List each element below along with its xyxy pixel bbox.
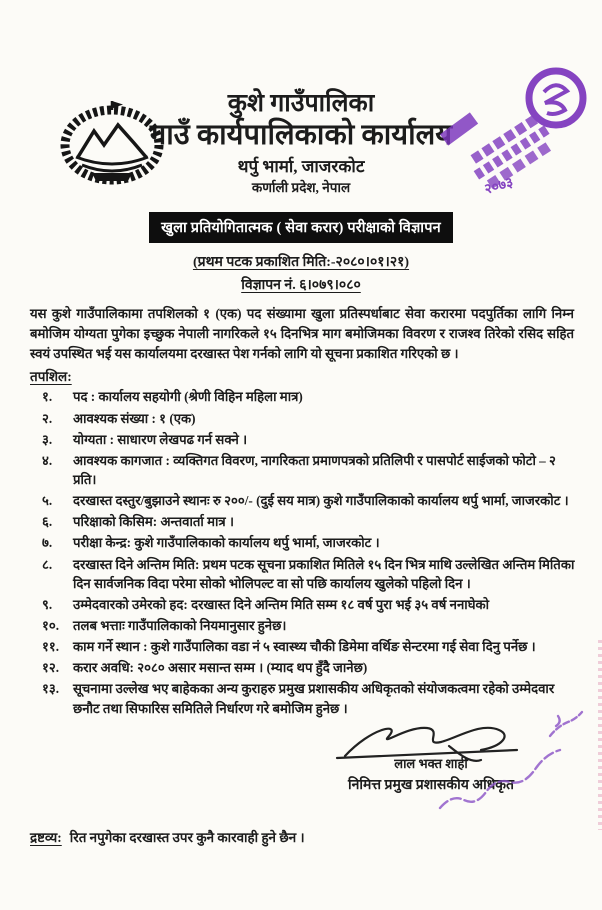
- details-label: तपशिल:: [30, 369, 72, 385]
- letterhead: [0, 0, 602, 196]
- list-item: ४. आवश्यक कागजात : व्यक्तिगत विवरण, नागरिकता प्रमाणपत्रको प्रतिलिपी र पासपोर्ट साईजको फोटो – २ प्रति।: [42, 452, 556, 488]
- footnote: [30, 828, 572, 846]
- list-item: २. आवश्यक संख्या : १ (एक): [42, 410, 196, 426]
- notice-title-banner: [149, 212, 453, 243]
- list-item: १३. सूचनामा उल्लेख भए बाहेकका अन्य कुराहरु प्रमुख प्रशासकीय अधिकृतको संयोजकत्वमा रहेको उम्मेदवार छनौट तथा सिफारिस समितिले निर्धारण गरे बमोजिम हुनेछ ।: [42, 681, 555, 716]
- organization-name: कुशे गाउँपालिका: [227, 90, 375, 117]
- list-item: १२. करार अवधि: २०८० असार मसान्त सम्म । (म्याद थप हुँदै जानेछ): [42, 660, 368, 676]
- footnote-label: द्रष्टव्य:: [30, 829, 62, 845]
- intro-paragraph: यस कुशे गाउँपालिकामा तपशिलको १ (एक) पद संख्यामा खुला प्रतिस्पर्धाबाट सेवा करारमा पदपुर्तिका लागि निम्न बमोजिम योग्यता पुगेका इच्छुक नेपाली नागरिकले १५ दिनभित्र माग बमोजिमका विवरण र राजश्व तिरेको रसिद सहित स्वयं उपस्थित भई यस कार्यालयमा दरखास्त पेश गर्नको लागि यो सूचना प्रकाशित गरिएको छ ।: [30, 306, 574, 361]
- nepal-emblem-icon: [60, 93, 164, 189]
- details-list: [42, 387, 576, 717]
- address-line-1: थर्पु भार्मा, जाजरकोट: [237, 157, 365, 177]
- address-line-2: कर्णाली प्रदेश, नेपाल: [251, 180, 351, 196]
- list-item: ६. परिक्षाको किसिम: अन्तवार्ता मात्र ।: [42, 514, 234, 530]
- signatory-title: निमित्त प्रमुख प्रशासकीय अधिकृत: [347, 777, 515, 793]
- list-item: ९. उम्मेदवारको उमेरको हद: दरखास्त दिने अन्तिम मिति सम्म १८ वर्ष पुरा भई ३५ वर्ष ननाघेको: [42, 596, 490, 612]
- published-date-line: (प्रथम पटक प्रकाशित मिति:-२०८०।०१।२१): [192, 255, 410, 271]
- list-item: ३. योग्यता : साधारण लेखपढ गर्न सक्ने ।: [42, 431, 248, 447]
- notice-title: खुला प्रतियोगितात्मक ( सेवा करार) परीक्षाको विज्ञापन: [161, 220, 441, 237]
- signatory-name: लाल भक्त शाही: [394, 755, 468, 771]
- signature-block: [306, 720, 556, 794]
- advertisement-number-line: विज्ञापन नं. ६।०७९।०८०: [241, 278, 361, 294]
- scan-edge-artifact: [598, 640, 602, 830]
- list-item: ११. काम गर्ने स्थान : कुशे गाउँपालिका वडा नं ५ स्वास्थ्य चौकी डिमेमा वर्थिङ सेन्टरमा गई सेवा दिनु पर्नेछ ।: [42, 639, 536, 655]
- list-item: ५. दरखास्त दस्तुर/बुझाउने स्थानः रु २००/- (दुई सय मात्र) कुशे गाउँपालिकाको कार्यालय थर्पु भार्मा, जाजरकोट ।: [42, 493, 569, 509]
- list-item: ७. परीक्षा केन्द्र: कुशे गाउँपालिकाको कार्यालय थर्पु भार्मा, जाजरकोट ।: [42, 535, 380, 551]
- list-item: १. पद : कार्यालय सहयोगी (श्रेणी विहिन महिला मात्र): [42, 389, 303, 405]
- footnote-text: रित नपुगेका दरखास्त उपर कुनै कारवाही हुने छैन ।: [69, 829, 305, 845]
- stamp-year: २०७३: [482, 175, 516, 198]
- office-name: गाउँ कार्यपालिकाको कार्यालय: [149, 118, 453, 151]
- list-item: ८. दरखास्त दिने अन्तिम मिति: प्रथम पटक सूचना प्रकाशित मितिले १५ दिन भित्र माथि उल्लेखित अन्तिम मितिका दिन सार्वजनिक विदा परेमा सोको भोलिपल्ट वा सो पछि कार्यालय खुलेको पहिलो दिन ।: [42, 556, 575, 591]
- list-item: १०. तलब भत्ताः गाउँपालिकाको नियमानुसार हुनेछ।: [42, 618, 287, 634]
